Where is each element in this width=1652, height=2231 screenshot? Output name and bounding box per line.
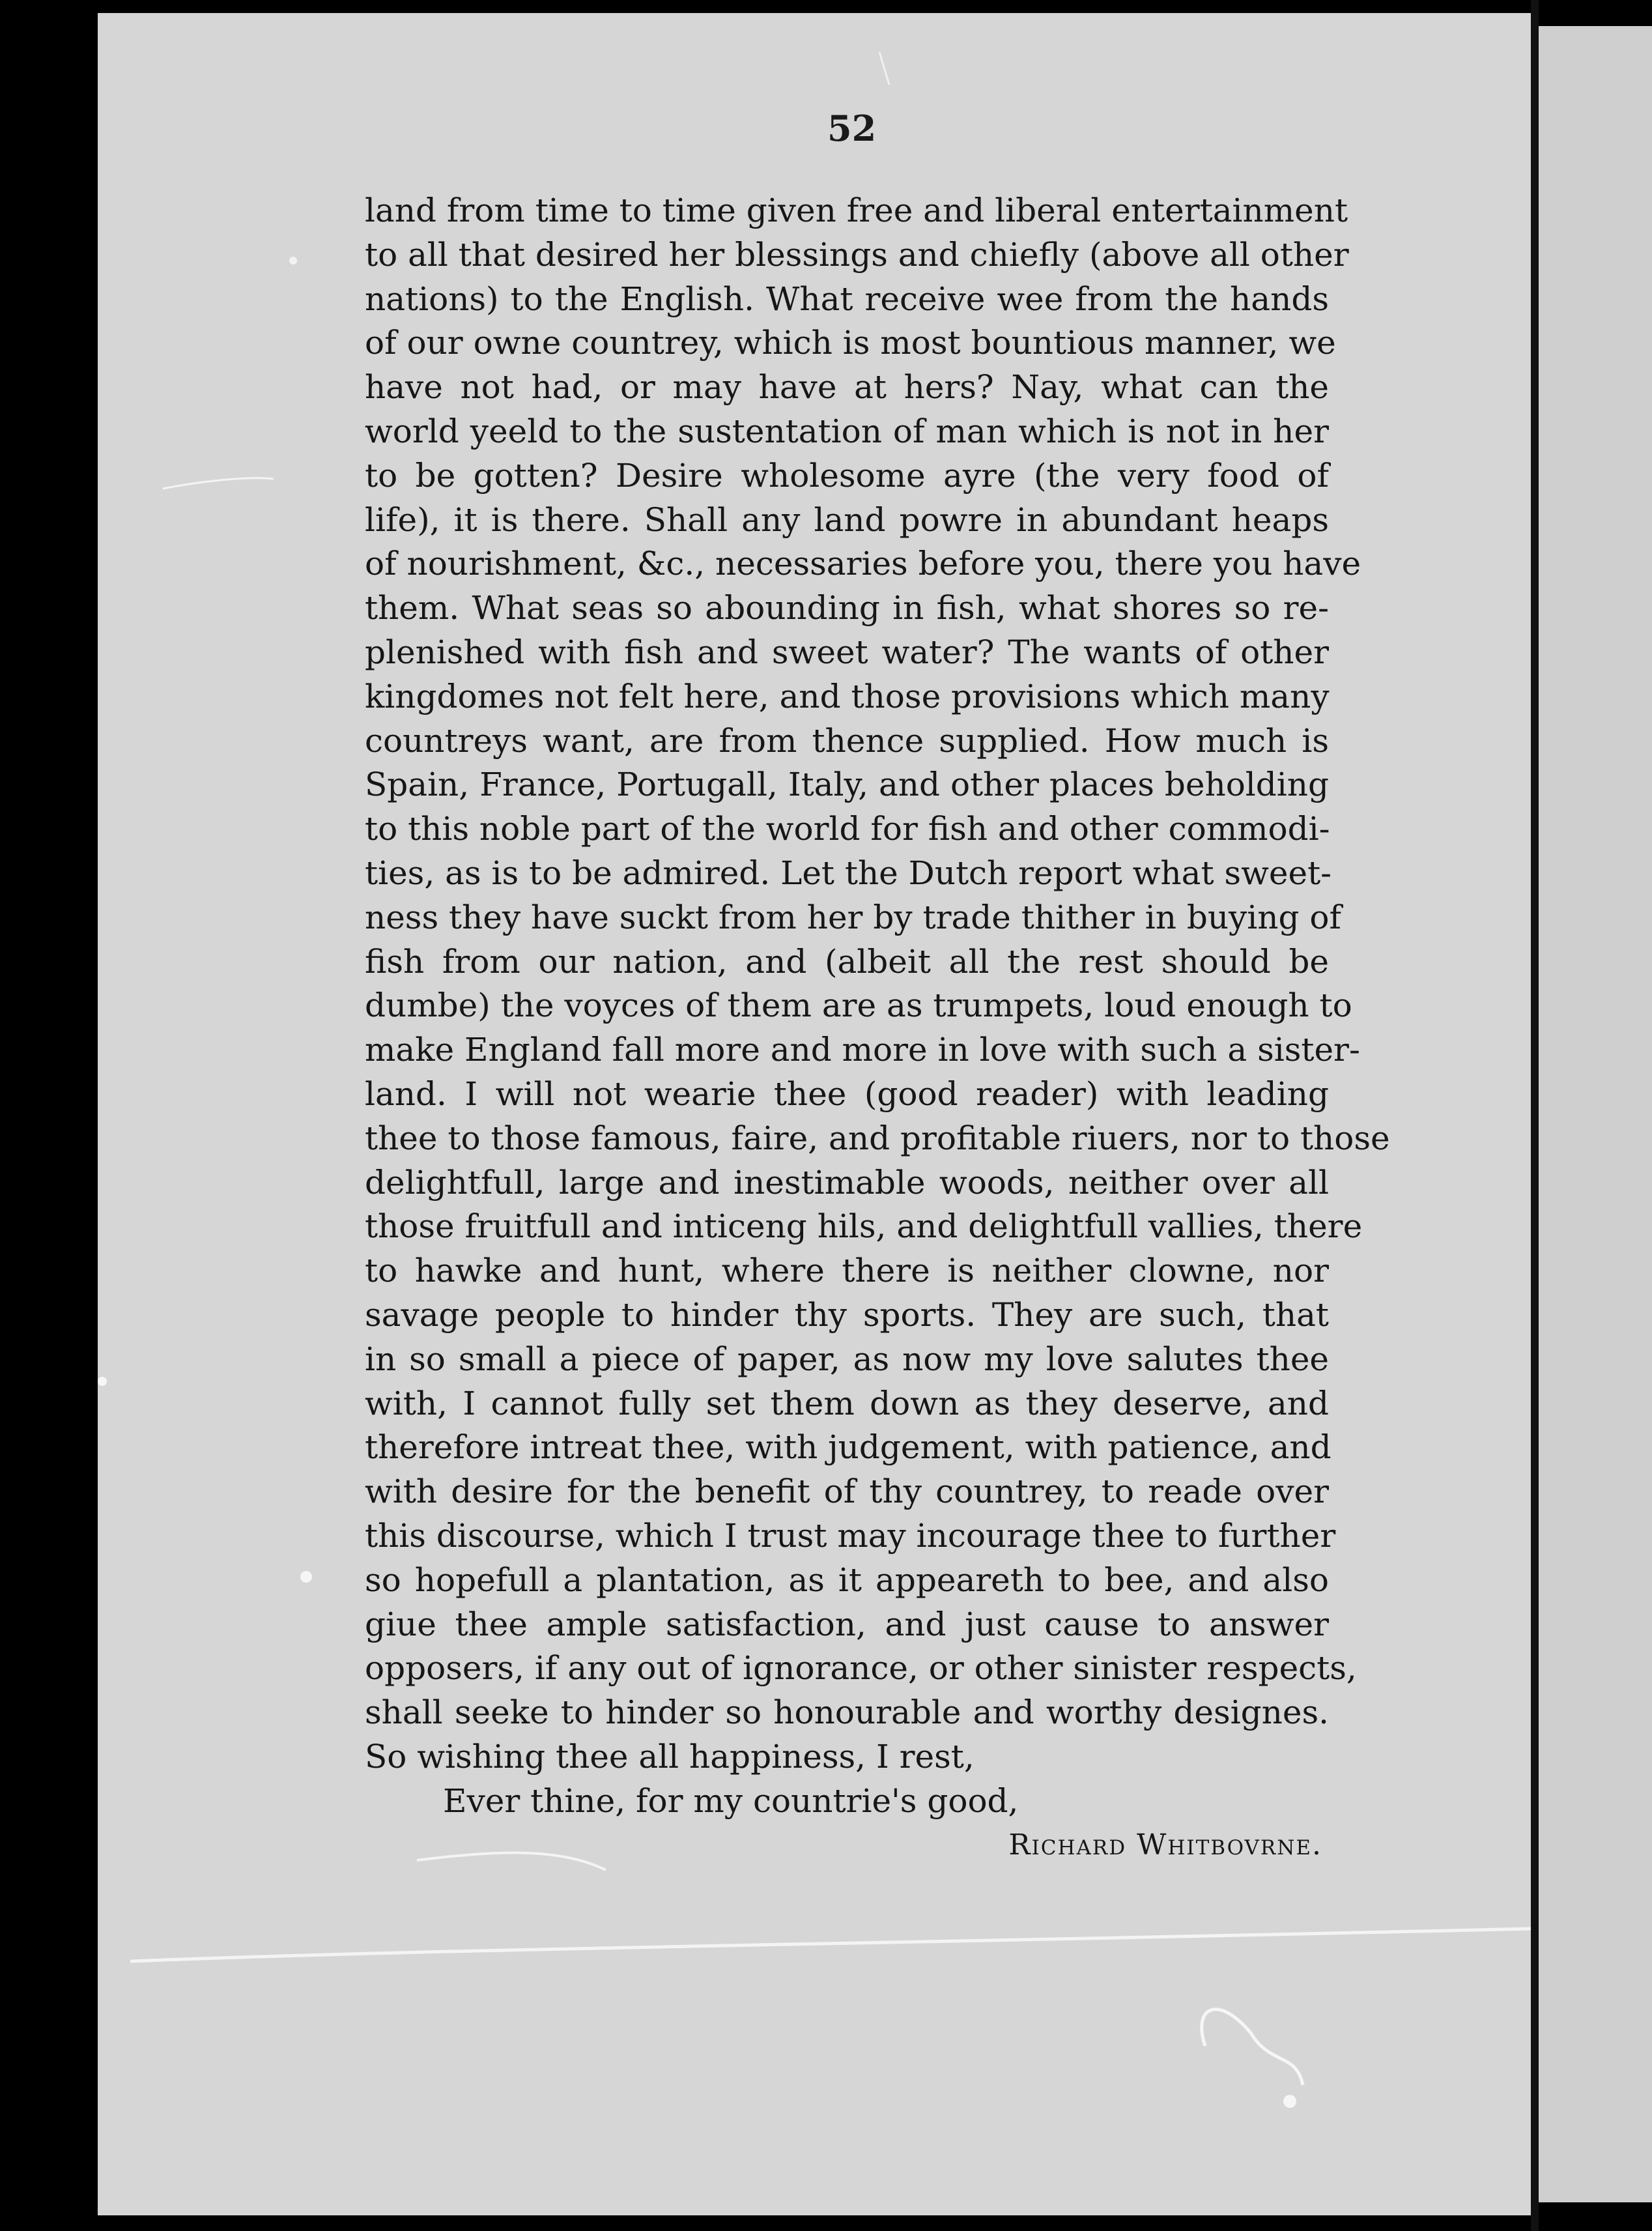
text-line: to be gotten? Desire wholesome ayre (the very food of <box>365 456 1329 495</box>
adjacent-page-edge <box>1539 26 1652 2202</box>
page-fold-edge <box>1531 0 1539 2231</box>
text-line: make England fall more and more in love with such a sister- <box>365 1031 1360 1069</box>
text-line: of our owne countrey, which is most bountious manner, we <box>365 324 1336 362</box>
signature: Richard Whitbovrne. <box>1008 1828 1322 1862</box>
text-line: with, I cannot fully set them down as they deserve, and <box>365 1384 1329 1422</box>
text-line: land from time to time given free and liberal entertainment <box>365 192 1348 229</box>
text-line: world yeeld to the sustentation of man which is not in her <box>365 412 1329 450</box>
text-line: of nourishment, &c., necessaries before you, there you have <box>365 545 1361 583</box>
text-line: giue thee ample satisfaction, and just cause to answer <box>365 1605 1329 1643</box>
text-line: have not had, or may have at hers? Nay, what can the <box>365 368 1329 407</box>
text-line: opposers, if any out of ignorance, or other sinister respects, <box>365 1649 1357 1688</box>
text-line: countreys want, are from thence supplied. How much is <box>365 721 1329 760</box>
text-line: shall seeke to hinder so honourable and worthy designes. <box>365 1693 1329 1732</box>
text-line: thee to those famous, faire, and profitable riuers, nor to those <box>365 1119 1390 1157</box>
text-line: plenished with fish and sweet water? The wants of other <box>365 633 1329 671</box>
text-line: in so small a piece of paper, as now my love salutes thee <box>365 1340 1329 1378</box>
text-line: ties, as is to be admired. Let the Dutch report what sweet- <box>365 854 1332 892</box>
text-line: kingdomes not felt here, and those provisions which many <box>365 677 1330 715</box>
text-line: with desire for the benefit of thy countrey, to reade over <box>365 1473 1329 1511</box>
text-line: them. What seas so abounding in fish, what shores so re- <box>365 589 1329 627</box>
text-line: savage people to hinder thy sports. They are such, that <box>365 1295 1329 1334</box>
body-text <box>365 189 1390 1867</box>
text-line: to all that desired her blessings and chiefly (above all other <box>365 235 1349 274</box>
text-line: this discourse, which I trust may incourage thee to further <box>365 1516 1336 1555</box>
text-line: nations) to the English. What receive wee from the hands <box>365 280 1329 318</box>
text-line: those fruitfull and inticeng hils, and delightfull vallies, there <box>365 1207 1363 1246</box>
valediction: Ever thine, for my countrie's good, <box>443 1781 1019 1820</box>
text-line: to hawke and hunt, where there is neither clowne, nor <box>365 1252 1329 1290</box>
text-line: life), it is there. Shall any land powre in abundant heaps <box>365 500 1329 539</box>
text-line: land. I will not wearie thee (good reader) with leading <box>365 1074 1329 1113</box>
text-line: ness they have suckt from her by trade thither in buying of <box>365 898 1341 936</box>
text-line: fish from our nation, and (albeit all the rest should be <box>365 942 1329 981</box>
text-line: Spain, France, Portugall, Italy, and other places beholding <box>365 766 1329 804</box>
page-number: 52 <box>827 108 877 149</box>
text-line: so hopefull a plantation, as it appeareth to bee, and also <box>365 1561 1329 1599</box>
text-line: delightfull, large and inestimable woods, neither over all <box>365 1163 1329 1202</box>
text-line: to this noble part of the world for fish and other commodi- <box>365 810 1330 848</box>
text-line: dumbe) the voyces of them are as trumpets, loud enough to <box>365 986 1352 1025</box>
text-line: therefore intreat thee, with judgement, with patience, and <box>365 1428 1332 1467</box>
closing-line: So wishing thee all happiness, I rest, <box>365 1737 975 1776</box>
